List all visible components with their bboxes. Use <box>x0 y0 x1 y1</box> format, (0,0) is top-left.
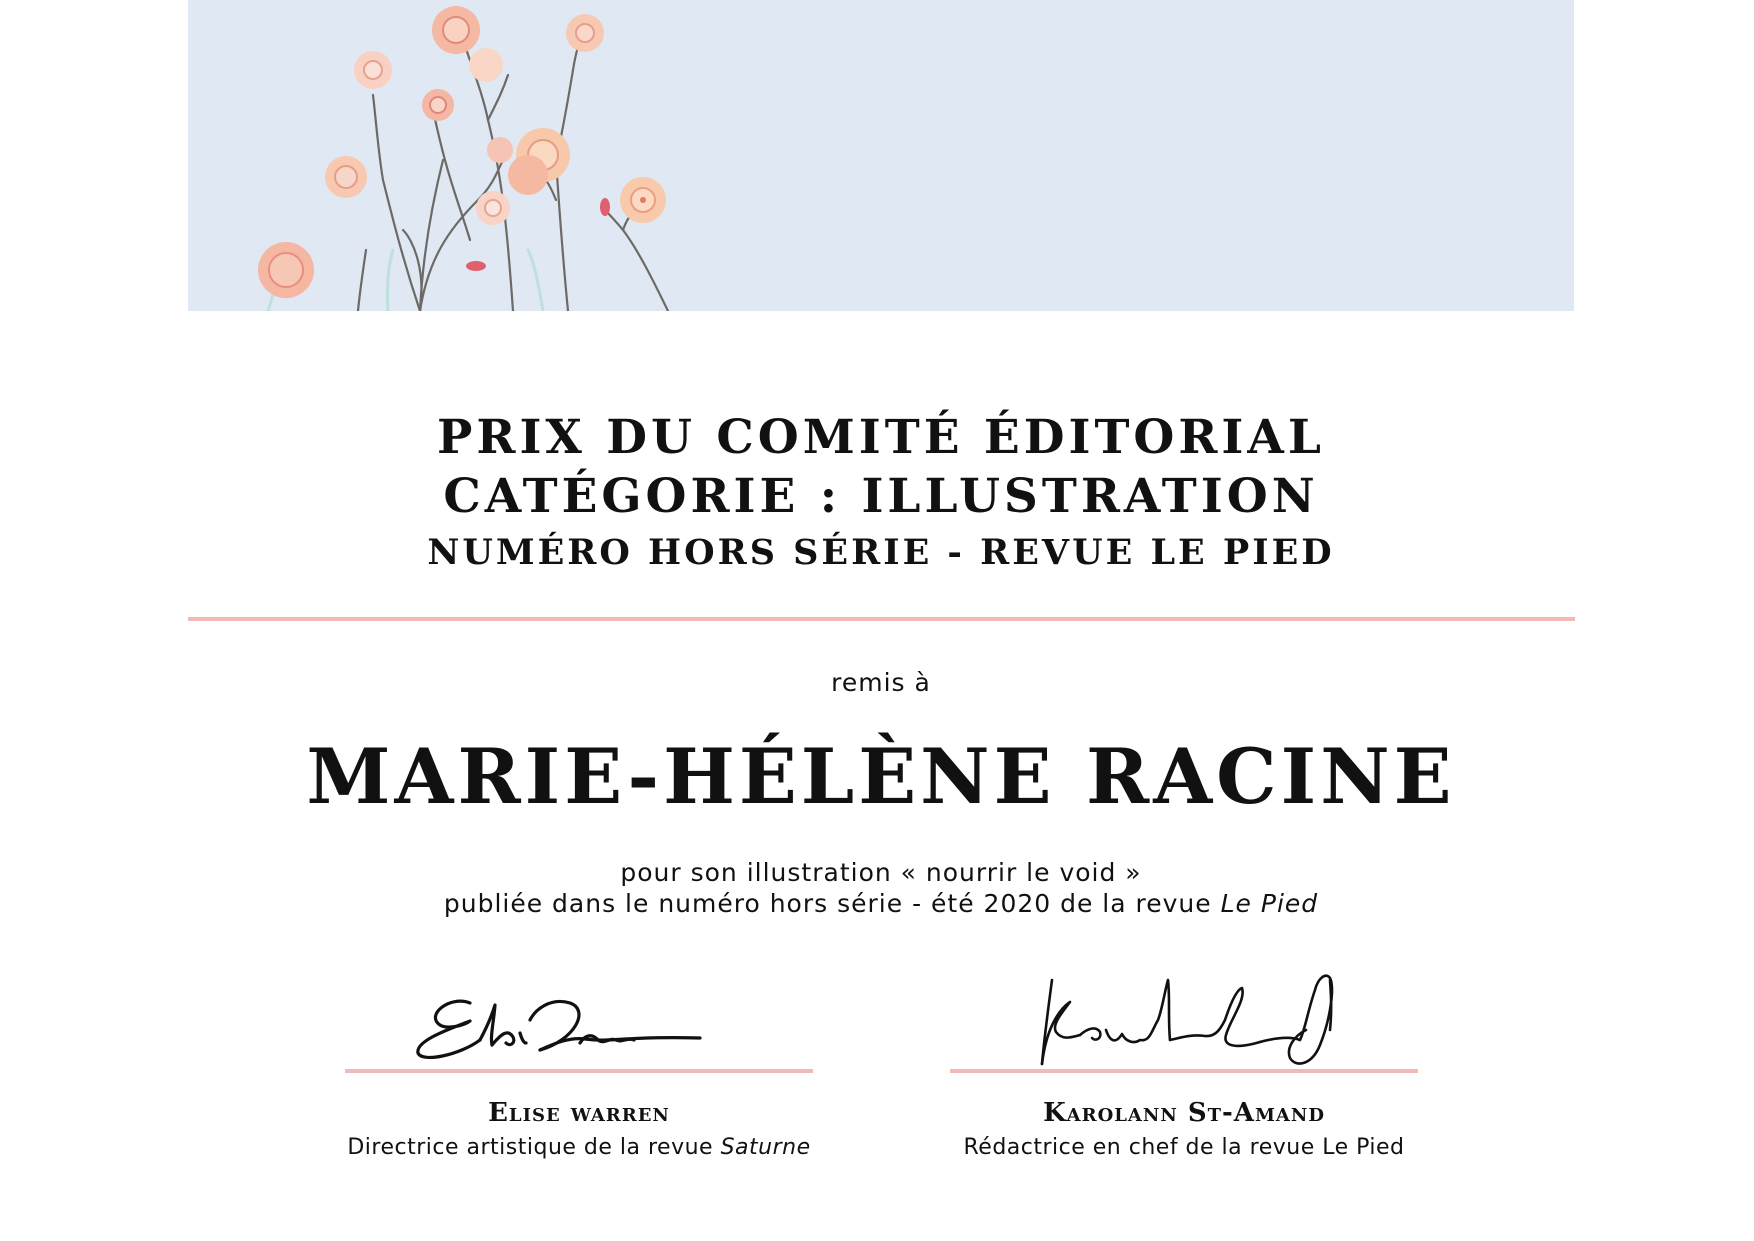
description-line-2 <box>188 888 1574 919</box>
signatory-role-2-text: Rédactrice en chef de la revue Le Pied <box>963 1135 1405 1160</box>
flower-heads <box>258 6 666 298</box>
divider <box>188 617 1575 621</box>
signatory-name-2: Karolann St-Amand <box>1043 1098 1325 1128</box>
description-line-1: pour son illustration « nourrir le void » <box>620 858 1142 887</box>
signatory-name-1: Elise warren <box>488 1098 670 1128</box>
remis-label: remis à <box>831 668 931 697</box>
signature-line-1 <box>345 1069 813 1073</box>
signature-karolann-st-amand <box>1030 960 1340 1070</box>
signatory-role-1-text: Directrice artistique de la revue <box>347 1135 721 1160</box>
award-subtitle: NUMÉRO HORS SÉRIE - REVUE LE PIED <box>427 532 1335 573</box>
description-line-2-text: publiée dans le numéro hors série - été 2020 de la revue <box>443 889 1221 918</box>
recipient-name: MARIE-HÉLÈNE RACINE <box>306 732 1456 821</box>
signatory-role-2 <box>934 1135 1434 1160</box>
award-title: PRIX DU COMITÉ ÉDITORIAL <box>437 410 1325 465</box>
signature-elise-warren <box>410 985 710 1060</box>
signature-line-2 <box>950 1069 1418 1073</box>
signatory-role-1-publication: Saturne <box>720 1135 811 1160</box>
award-category: CATÉGORIE : ILLUSTRATION <box>443 469 1319 524</box>
carnation-illustration <box>188 0 1574 311</box>
description-line-2-publication: Le Pied <box>1220 889 1319 918</box>
signatory-role-1 <box>329 1135 829 1160</box>
floral-banner <box>188 0 1574 311</box>
